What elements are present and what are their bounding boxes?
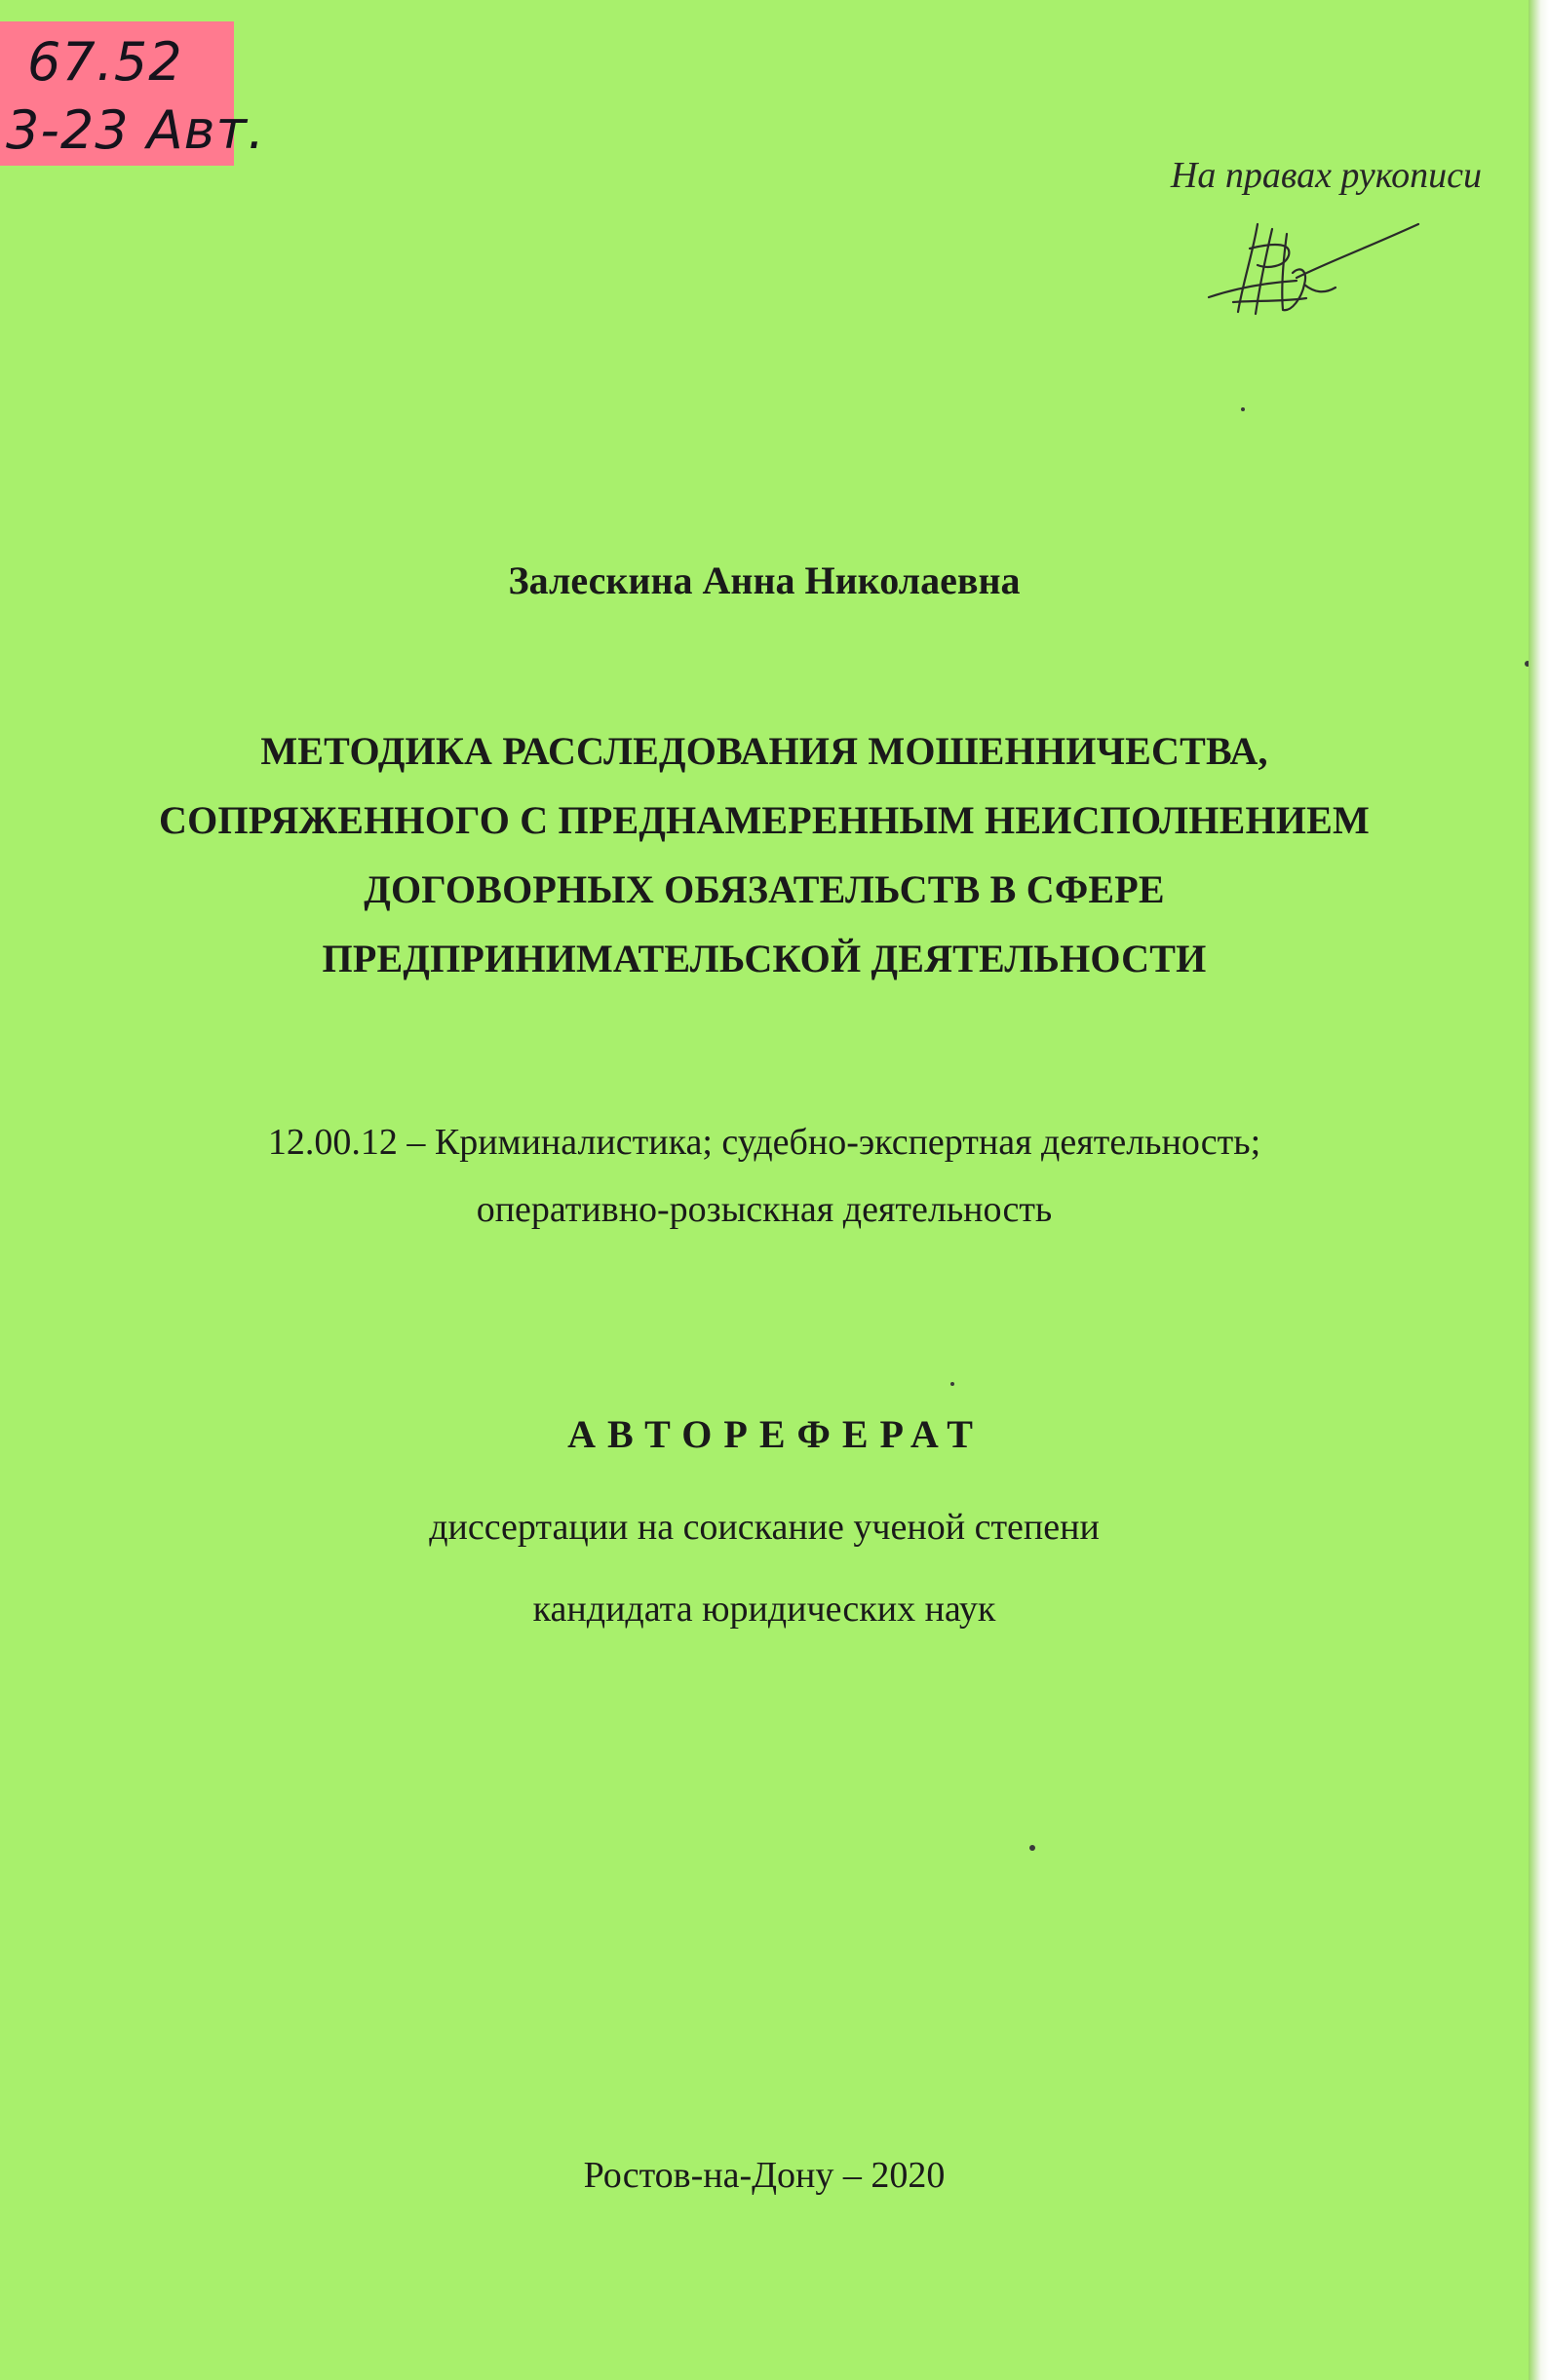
degree-purpose [0, 1486, 1529, 1650]
library-shelf-label [0, 21, 266, 166]
specialty-line: оперативно-розыскная деятельность [476, 1189, 1053, 1230]
purpose-line: кандидата юридических наук [532, 1589, 996, 1630]
dissertation-title [0, 716, 1529, 993]
classification-code: 67.52 [27, 31, 183, 93]
shelf-mark: 3-23 Авт. [6, 99, 266, 161]
purpose-line: диссертации на соискание ученой степени [429, 1507, 1100, 1548]
paper-speck [1029, 1845, 1035, 1851]
specialty-code [0, 1109, 1529, 1244]
manuscript-rights-note: На правах рукописи [1170, 155, 1482, 196]
author-name: Залескина Анна Николаевна [508, 558, 1021, 602]
paper-speck [950, 1382, 954, 1386]
place-and-year: Ростов-на-Дону – 2020 [583, 2155, 946, 2196]
specialty-line: 12.00.12 – Криминалистика; судебно-экспертная деятельность; [267, 1122, 1261, 1163]
title-line: ДОГОВОРНЫХ ОБЯЗАТЕЛЬСТВ В СФЕРЕ [364, 867, 1165, 911]
handwritten-signature [1199, 205, 1423, 331]
title-line: ПРЕДПРИНИМАТЕЛЬСКОЙ ДЕЯТЕЛЬНОСТИ [322, 937, 1207, 980]
document-type: АВТОРЕФЕРАТ [567, 1412, 985, 1456]
paper-speck [1241, 407, 1245, 411]
page-edge [1529, 0, 1549, 2380]
title-line: МЕТОДИКА РАССЛЕДОВАНИЯ МОШЕННИЧЕСТВА, [260, 729, 1268, 773]
title-line: СОПРЯЖЕННОГО С ПРЕДНАМЕРЕННЫМ НЕИСПОЛНЕНИЕМ [159, 798, 1370, 842]
